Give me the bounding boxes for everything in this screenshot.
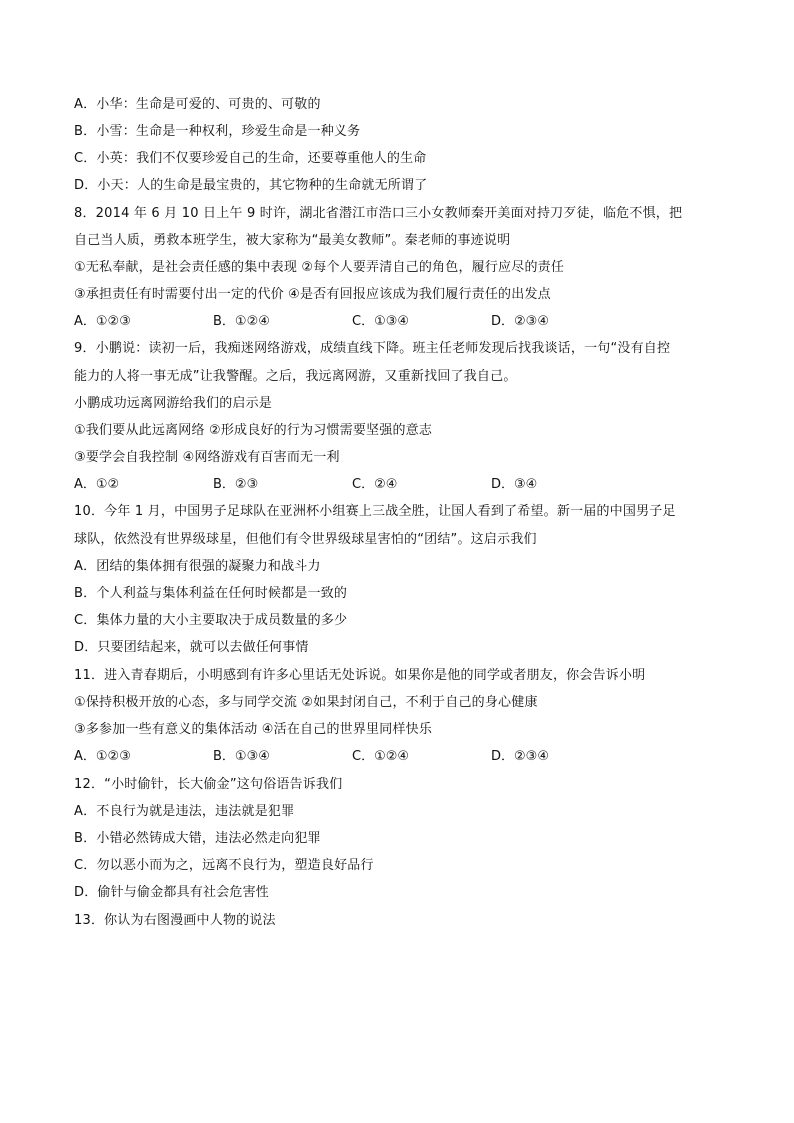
q10-option-c: C．集体力量的大小主要取决于成员数量的多少	[74, 613, 348, 628]
q8-choice-d: D．②③④	[491, 314, 549, 329]
q7-option-c: C．小英：我们不仅要珍爱自己的生命，还要尊重他人的生命	[74, 151, 427, 166]
q11-choice-c: C．①②④	[352, 749, 410, 764]
q9-stem-line2: 能力的人将一事无成”让我警醒。之后，我远离网游，又重新找回了我自己。	[74, 369, 517, 384]
q7-option-d: D．小天：人的生命是最宝贵的，其它物种的生命就无所谓了	[74, 178, 428, 193]
q11-statements-line1: ①保持积极开放的心态，多与同学交流 ②如果封闭自己，不利于自己的身心健康	[74, 695, 538, 710]
q11-stem: 11．进入青春期后，小明感到有许多心里话无处诉说。如果你是他的同学或者朋友，你会告诉小明	[74, 668, 646, 683]
q10-option-d: D．只要团结起来，就可以去做任何事情	[74, 640, 309, 655]
q10-stem-line1: 10．今年 1 月，中国男子足球队在亚洲杯小组赛上三战全胜，让国人看到了希望。新一届的中国男子足	[74, 504, 676, 519]
q9-stem-line1: 9．小鹏说：读初一后，我痴迷网络游戏，成绩直线下降。班主任老师发现后找我谈话，一句“没有自控	[74, 341, 671, 356]
q7-option-a: A．小华：生命是可爱的、可贵的、可敬的	[74, 97, 321, 112]
q10-stem-line2: 球队，依然没有世界级球星，但他们有令世界级球星害怕的“团结”。这启示我们	[74, 532, 537, 547]
q11-choice-d: D．②③④	[491, 749, 549, 764]
q11-statements-line2: ③多参加一些有意义的集体活动 ④活在自己的世界里同样快乐	[74, 722, 433, 737]
q10-option-b: B．个人利益与集体利益在任何时候都是一致的	[74, 586, 348, 601]
q12-option-a: A．不良行为就是违法，违法就是犯罪	[74, 804, 295, 819]
q12-option-c: C．勿以恶小而为之，远离不良行为，塑造良好品行	[74, 858, 374, 873]
q12-option-d: D．偷针与偷金都具有社会危害性	[74, 885, 270, 900]
q9-stem-line3: 小鹏成功远离网游给我们的启示是	[74, 396, 273, 411]
q7-option-b: B．小雪：生命是一种权利，珍爱生命是一种义务	[74, 124, 361, 139]
q8-stem-line2: 自己当人质，勇救本班学生，被大家称为“最美女教师”。秦老师的事迹说明	[74, 233, 511, 248]
q8-statements-line1: ①无私奉献，是社会责任感的集中表现 ②每个人要弄清自己的角色，履行应尽的责任	[74, 260, 565, 275]
q9-choice-d: D．③④	[491, 477, 538, 492]
q11-choice-a: A．①②③	[74, 749, 131, 764]
q10-option-a: A．团结的集体拥有很强的凝聚力和战斗力	[74, 559, 321, 574]
q12-stem: 12．“小时偷针，长大偷金”这句俗语告诉我们	[74, 777, 343, 792]
q8-choice-b: B．①②④	[213, 314, 270, 329]
q9-choice-b: B．②③	[213, 477, 259, 492]
q9-statements-line2: ③要学会自我控制 ④网络游戏有百害而无一利	[74, 450, 340, 465]
q8-statements-line2: ③承担责任有时需要付出一定的代价 ④是否有回报应该成为我们履行责任的出发点	[74, 287, 551, 302]
q9-choice-c: C．②④	[352, 477, 398, 492]
q9-statements-line1: ①我们要从此远离网络 ②形成良好的行为习惯需要坚强的意志	[74, 423, 433, 438]
q8-choice-a: A．①②③	[74, 314, 131, 329]
q13-stem: 13．你认为右图漫画中人物的说法	[74, 913, 276, 928]
q9-choice-a: A．①②	[74, 477, 120, 492]
q8-choice-c: C．①③④	[352, 314, 410, 329]
q8-stem-line1: 8．2014 年 6 月 10 日上午 9 时许，湖北省潜江市浩口三小女教师秦开美面对持刀歹徒，临危不惧，把	[74, 206, 683, 221]
q11-choice-b: B．①③④	[213, 749, 270, 764]
q12-option-b: B．小错必然铸成大错，违法必然走向犯罪	[74, 831, 321, 846]
